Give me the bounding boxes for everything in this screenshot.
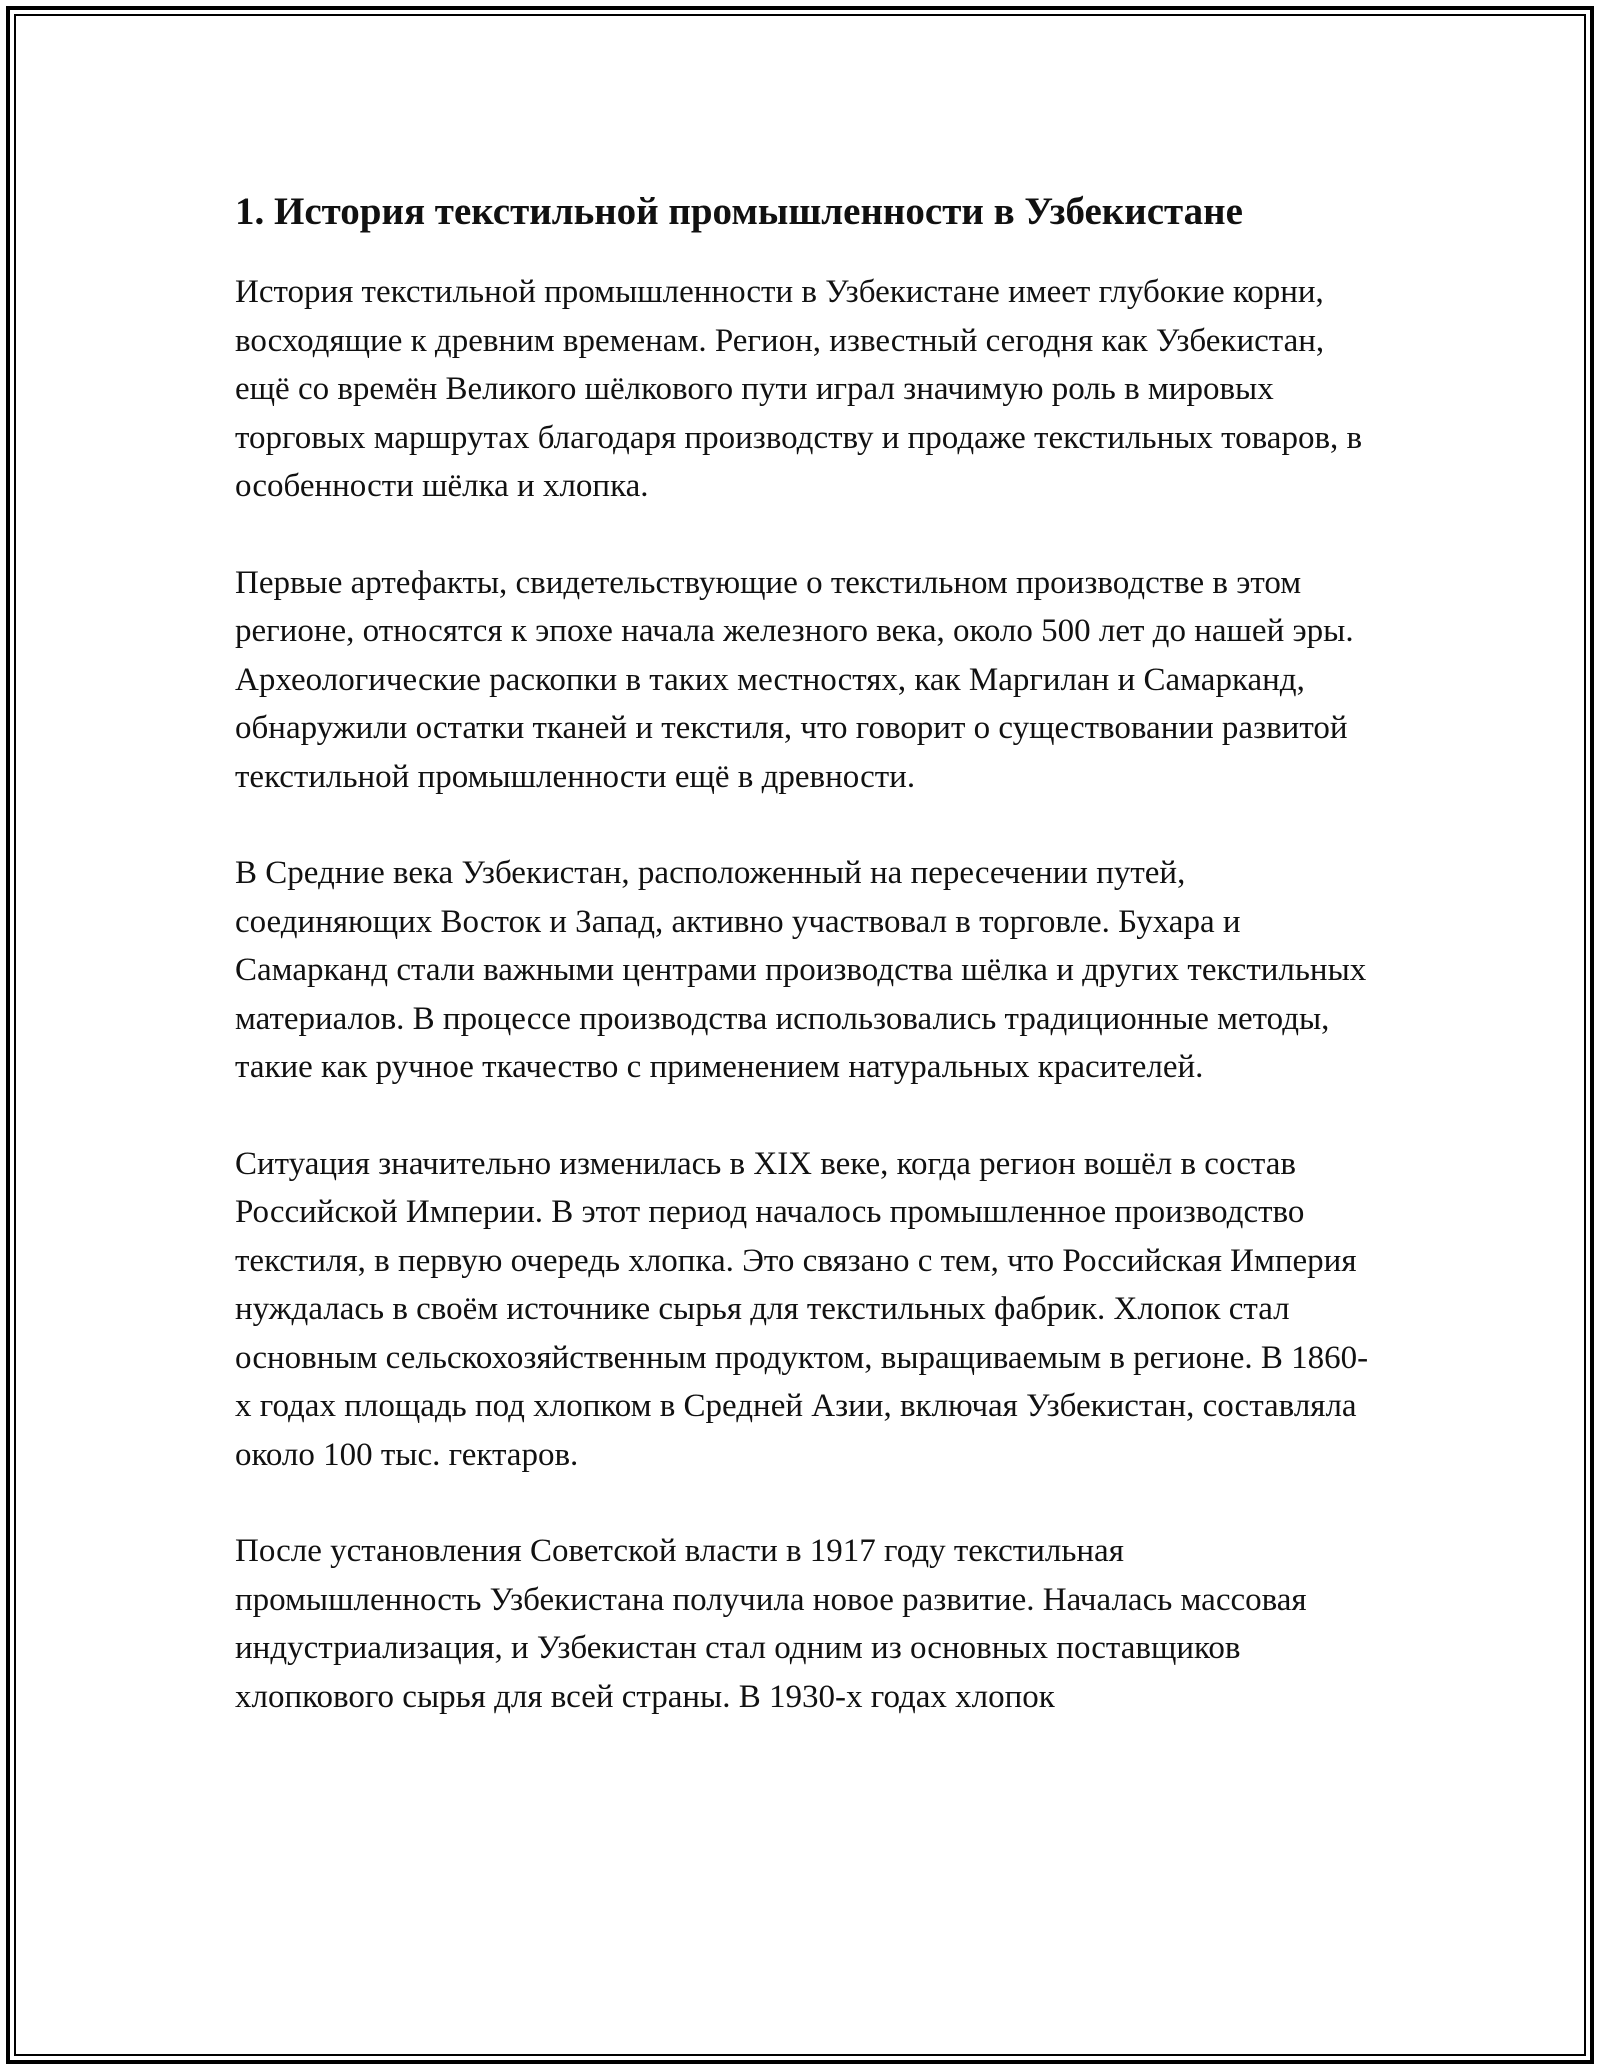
paragraph-4: Ситуация значительно изменилась в XIX веке, когда регион вошёл в состав Российской Империи. В этот период началось промышленное производство текстиля, в первую очередь хлопка. Это связано с тем, что Российская Империя нуждалась в своём источнике сырья для текстильных фабрик. Хлопок стал основным сельскохозяйственным продуктом, выращиваемым в регионе. В 1860-х годах площадь под хлопком в Средней Азии, включая Узбекистан, составляла около 100 тыс. гектаров. [235, 1145, 1369, 1473]
section-heading: 1. История текстильной промышленности в Узбекистане [235, 190, 1243, 233]
paragraph-3: В Средние века Узбекистан, расположенный на пересечении путей, соединяющих Восток и Запад, активно участвовал в торговле. Бухара и Самарканд стали важными центрами производства шёлка и других текстильных материалов. В процессе производства использовались традиционные методы, такие как ручное ткачество с применением натуральных красителей. [235, 855, 1367, 1085]
paragraph-2: Первые артефакты, свидетельствующие о текстильном производстве в этом регионе, относятся к эпохе начала железного века, около 500 лет до нашей эры. Археологические раскопки в таких местностях, как Маргилан и Самарканд, обнаружили остатки тканей и текстиля, что говорит о существовании развитой текстильной промышленности ещё в древности. [235, 564, 1354, 795]
paragraph-5: После установления Советской власти в 1917 году текстильная промышленность Узбекистана получила новое развитие. Началась массовая индустриализация, и Узбекистан стал одним из основных поставщиков хлопкового сырья для всей страны. В 1930-х годах хлопок [235, 1533, 1307, 1715]
paragraph-1: История текстильной промышленности в Узбекистане имеет глубокие корни, восходящие к древним временам. Регион, известный сегодня как Узбекистан, ещё со времён Великого шёлкового пути играл значимую роль в мировых торговых маршрутах благодаря производству и продаже текстильных товаров, в особенности шёлка и хлопка. [235, 274, 1363, 504]
document-body [235, 186, 1375, 1769]
